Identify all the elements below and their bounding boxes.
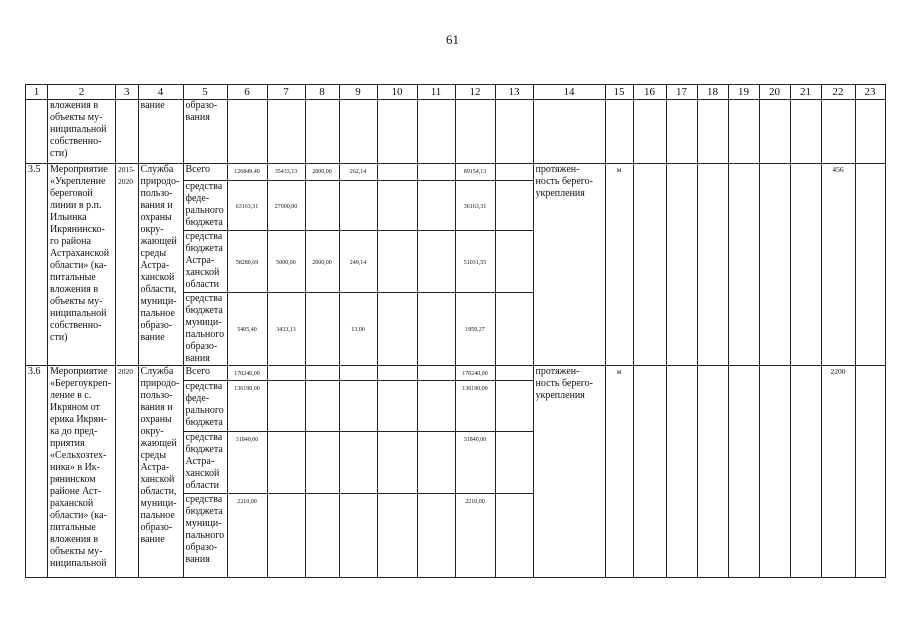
- column-number: 2: [48, 85, 116, 100]
- column-number: 21: [790, 85, 821, 100]
- amount-cell: 51031,55: [455, 231, 495, 293]
- period-cell: 2015-2020: [116, 164, 139, 366]
- column-number: 9: [339, 85, 377, 100]
- unit-cell: м: [605, 366, 633, 578]
- column-number: 17: [666, 85, 697, 100]
- period-cell: 2020: [116, 366, 139, 578]
- amount-cell: 31840,00: [455, 432, 495, 494]
- column-number: 23: [855, 85, 885, 100]
- column-number: 8: [305, 85, 339, 100]
- amount-cell: 63163,31: [227, 181, 267, 231]
- table-row: [26, 100, 886, 164]
- column-number: 5: [183, 85, 227, 100]
- amount-cell: 13,00: [339, 293, 377, 366]
- amount-cell: 136190,00: [455, 381, 495, 432]
- funding-source-cell: средства бюджета Астра-ханской области: [183, 231, 227, 293]
- amount-cell: 89154,13: [455, 164, 495, 181]
- amount-cell: 36163,31: [455, 181, 495, 231]
- funding-source-cell: средства феде-рального бюджета: [183, 181, 227, 231]
- funding-source-cell: образо-вания: [183, 100, 227, 164]
- column-number: 10: [377, 85, 417, 100]
- column-number: 18: [697, 85, 728, 100]
- funding-source-cell: средства бюджета Астра-ханской области: [183, 432, 227, 494]
- funding-source-cell: средства бюджета муници-пального образо-вания: [183, 293, 227, 366]
- amount-cell: 2000,00: [305, 231, 339, 293]
- activity-name-cell: вложения в объекты му-ниципальной собственно-сти): [48, 100, 116, 164]
- amount-cell: [305, 293, 339, 366]
- amount-cell: 170240,00: [455, 366, 495, 381]
- activity-name-cell: Мероприятие «Берегоукреп-ление в с. Икряном от ерика Икрян-ка до пред-приятия «Сельхозтех-ника» в Ик-рянинском районе Аст-раханской области» (ка-питальные вложения в объекты му-ниципальной: [48, 366, 116, 578]
- activity-name-cell: Мероприятие «Укрепление береговой линии в р.п. Ильинка Икрянинско-го района Астраханской области» (ка-питальные вложения в объекты му-ниципальной собственно-сти): [48, 164, 116, 366]
- table-row: [26, 366, 886, 381]
- amount-cell: 2210,00: [455, 494, 495, 578]
- amount-cell: 249,14: [339, 231, 377, 293]
- amount-cell: 27000,00: [267, 181, 305, 231]
- activity-number: 3.6: [26, 366, 48, 578]
- amount-cell: 35433,13: [267, 164, 305, 181]
- amount-cell: 31840,00: [227, 432, 267, 494]
- column-number: 14: [533, 85, 605, 100]
- amount-cell: [339, 181, 377, 231]
- amount-cell: 5000,00: [267, 231, 305, 293]
- column-number: 19: [728, 85, 759, 100]
- amount-cell: 136190,00: [227, 381, 267, 432]
- amount-cell: 58280,69: [227, 231, 267, 293]
- amount-cell: 2000,00: [305, 164, 339, 181]
- executor-cell: Служба природо-пользо-вания и охраны окру-жающей среды Астра-ханской области, муници-пальное образо-вание: [138, 164, 183, 366]
- amount-cell: 170240,00: [227, 366, 267, 381]
- column-number: 11: [417, 85, 455, 100]
- funding-source-cell: средства феде-рального бюджета: [183, 381, 227, 432]
- table-row: [26, 164, 886, 181]
- amount-cell: 5405,40: [227, 293, 267, 366]
- funding-source-cell: средства бюджета муници-пального образо-вания: [183, 494, 227, 578]
- funding-source-cell: Всего: [183, 164, 227, 181]
- executor-cell: Служба природо-пользо-вания и охраны окру-жающей среды Астра-ханской области, муници-пальное образо-вание: [138, 366, 183, 578]
- indicator-cell: протяжен-ность берего-укрепления: [533, 366, 605, 578]
- column-number: 3: [116, 85, 139, 100]
- executor-cell: вание: [138, 100, 183, 164]
- amount-cell: [305, 181, 339, 231]
- amount-cell: 126849,40: [227, 164, 267, 181]
- column-number: 20: [759, 85, 790, 100]
- page-number: 61: [446, 32, 459, 47]
- amount-cell: 3433,13: [267, 293, 305, 366]
- target-value-cell: 2200: [821, 366, 855, 578]
- amount-cell: 262,14: [339, 164, 377, 181]
- funding-source-cell: Всего: [183, 366, 227, 381]
- column-number: 4: [138, 85, 183, 100]
- column-number: 12: [455, 85, 495, 100]
- budget-table: [25, 84, 886, 578]
- column-number: 15: [605, 85, 633, 100]
- column-number-row: [26, 85, 886, 100]
- column-number: 1: [26, 85, 48, 100]
- column-number: 6: [227, 85, 267, 100]
- activity-number: 3.5: [26, 164, 48, 366]
- column-number: 7: [267, 85, 305, 100]
- target-value-cell: 456: [821, 164, 855, 366]
- column-number: 22: [821, 85, 855, 100]
- amount-cell: 2210,00: [227, 494, 267, 578]
- amount-cell: 1959,27: [455, 293, 495, 366]
- column-number: 13: [495, 85, 533, 100]
- indicator-cell: протяжен-ность берего-укрепления: [533, 164, 605, 366]
- column-number: 16: [633, 85, 666, 100]
- unit-cell: м: [605, 164, 633, 366]
